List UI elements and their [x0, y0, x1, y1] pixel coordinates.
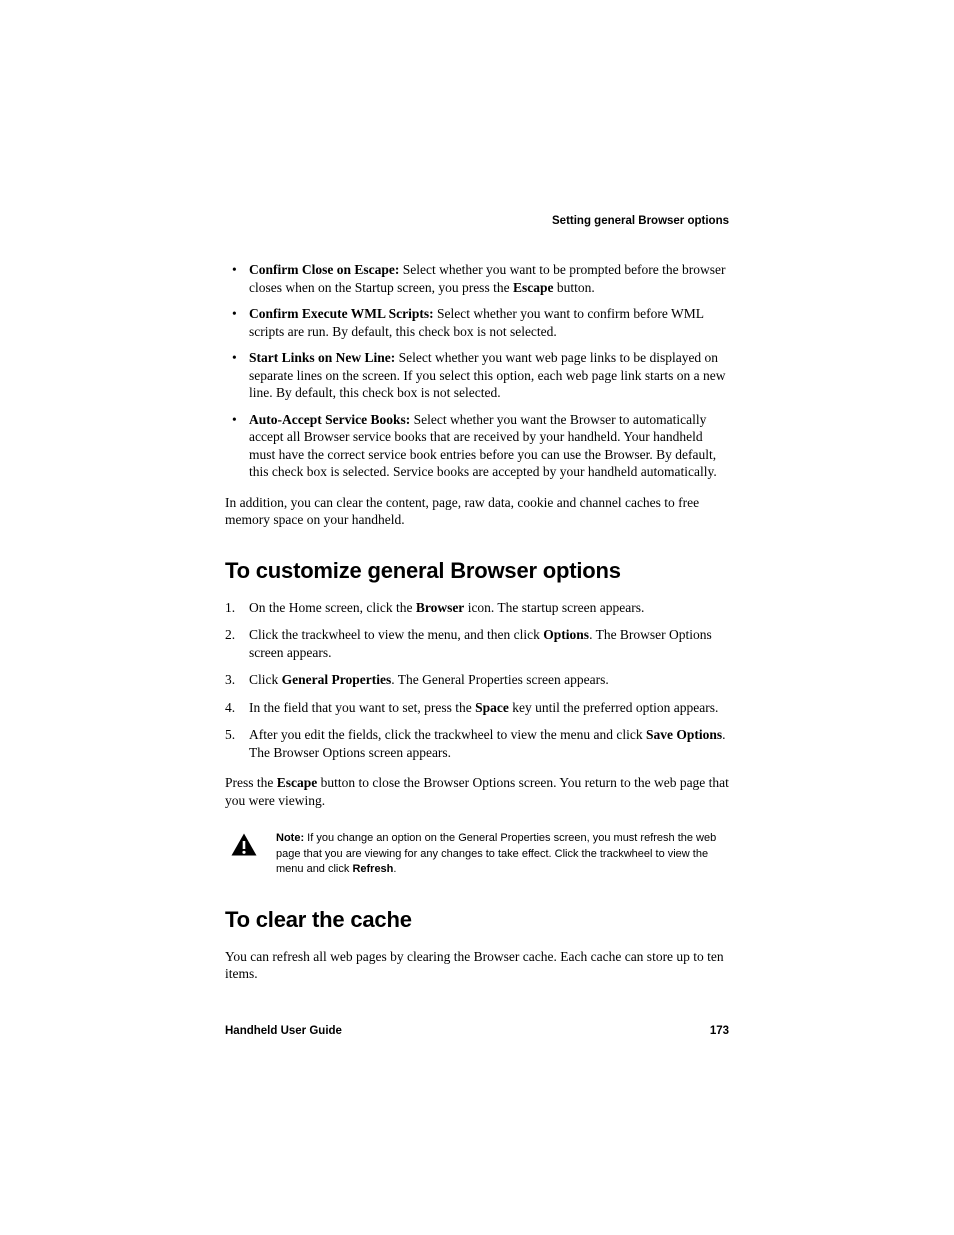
- page-footer: [225, 1025, 729, 1037]
- list-item: [225, 305, 729, 340]
- bullet-marker: •: [232, 262, 237, 277]
- paragraph-clear-cache: You can refresh all web pages by clearing the Browser cache. Each cache can store up to ten items.: [225, 948, 724, 981]
- warning-icon: [231, 831, 257, 878]
- step-text: Click the trackwheel to view the menu, and then click Options. The Browser Options screen appears.: [249, 627, 712, 660]
- footer-page-number: 173: [709, 1025, 729, 1037]
- paragraph-escape: Press the Escape button to close the Browser Options screen. You return to the web page that you were viewing.: [225, 775, 729, 808]
- numbered-list: [225, 599, 729, 762]
- bullet-list: [225, 261, 729, 481]
- content-column: [225, 0, 729, 983]
- step-item: [225, 599, 729, 617]
- heading-clear-cache: To clear the cache: [225, 906, 412, 932]
- bullet-marker: •: [232, 350, 237, 365]
- list-item: [225, 261, 729, 296]
- step-item: [225, 726, 729, 761]
- bullet-text: Confirm Close on Escape: Select whether you want to be prompted before the browser closes when on the Startup screen, you press the Escape button.: [249, 262, 726, 295]
- paragraph-caches: In addition, you can clear the content, page, raw data, cookie and channel caches to free memory space on your handheld.: [225, 494, 700, 527]
- list-item: [225, 411, 729, 481]
- note-text: Note: If you change an option on the General Properties screen, you must refresh the web page that you are viewing for any changes to take effect. Click the trackwheel to view the menu and click Refresh.: [276, 832, 717, 875]
- step-item: [225, 626, 729, 661]
- step-text: Click General Properties. The General Properties screen appears.: [249, 672, 609, 687]
- step-number: 2.: [225, 627, 236, 642]
- step-text: In the field that you want to set, press the Space key until the preferred option appears.: [249, 699, 719, 715]
- footer-guide-title: Handheld User Guide: [225, 1025, 342, 1037]
- bullet-text: Auto-Accept Service Books: Select whether you want the Browser to automatically accept all Browser service books that are received by your handheld. Your handheld must have the correct service book entries before you can use the Browser. By default, this check box is selected. Service books are accepted by your handheld automatically.: [249, 411, 717, 479]
- step-text: On the Home screen, click the Browser icon. The startup screen appears.: [249, 599, 645, 615]
- bullet-text: Start Links on New Line: Select whether you want web page links to be displayed on separate lines on the screen. If you select this option, each web page link starts on a new line. By default, this check box is not selected.: [249, 350, 726, 400]
- step-number: 1.: [225, 599, 236, 615]
- step-number: 5.: [225, 727, 236, 742]
- step-number: 3.: [225, 672, 236, 687]
- step-number: 4.: [225, 699, 236, 715]
- list-item: [225, 349, 729, 402]
- bullet-marker: •: [232, 411, 237, 427]
- bullet-text: Confirm Execute WML Scripts: Select whether you want to confirm before WML scripts are run. By default, this check box is not selected.: [249, 306, 704, 339]
- step-item: [225, 671, 729, 689]
- running-header: Setting general Browser options: [552, 215, 729, 227]
- step-item: [225, 699, 729, 717]
- note-box: [225, 831, 729, 878]
- heading-customize-browser-options: To customize general Browser options: [225, 557, 621, 583]
- bullet-marker: •: [232, 306, 237, 321]
- step-text: After you edit the fields, click the trackwheel to view the menu and click Save Options. The Browser Options screen appears.: [249, 727, 726, 760]
